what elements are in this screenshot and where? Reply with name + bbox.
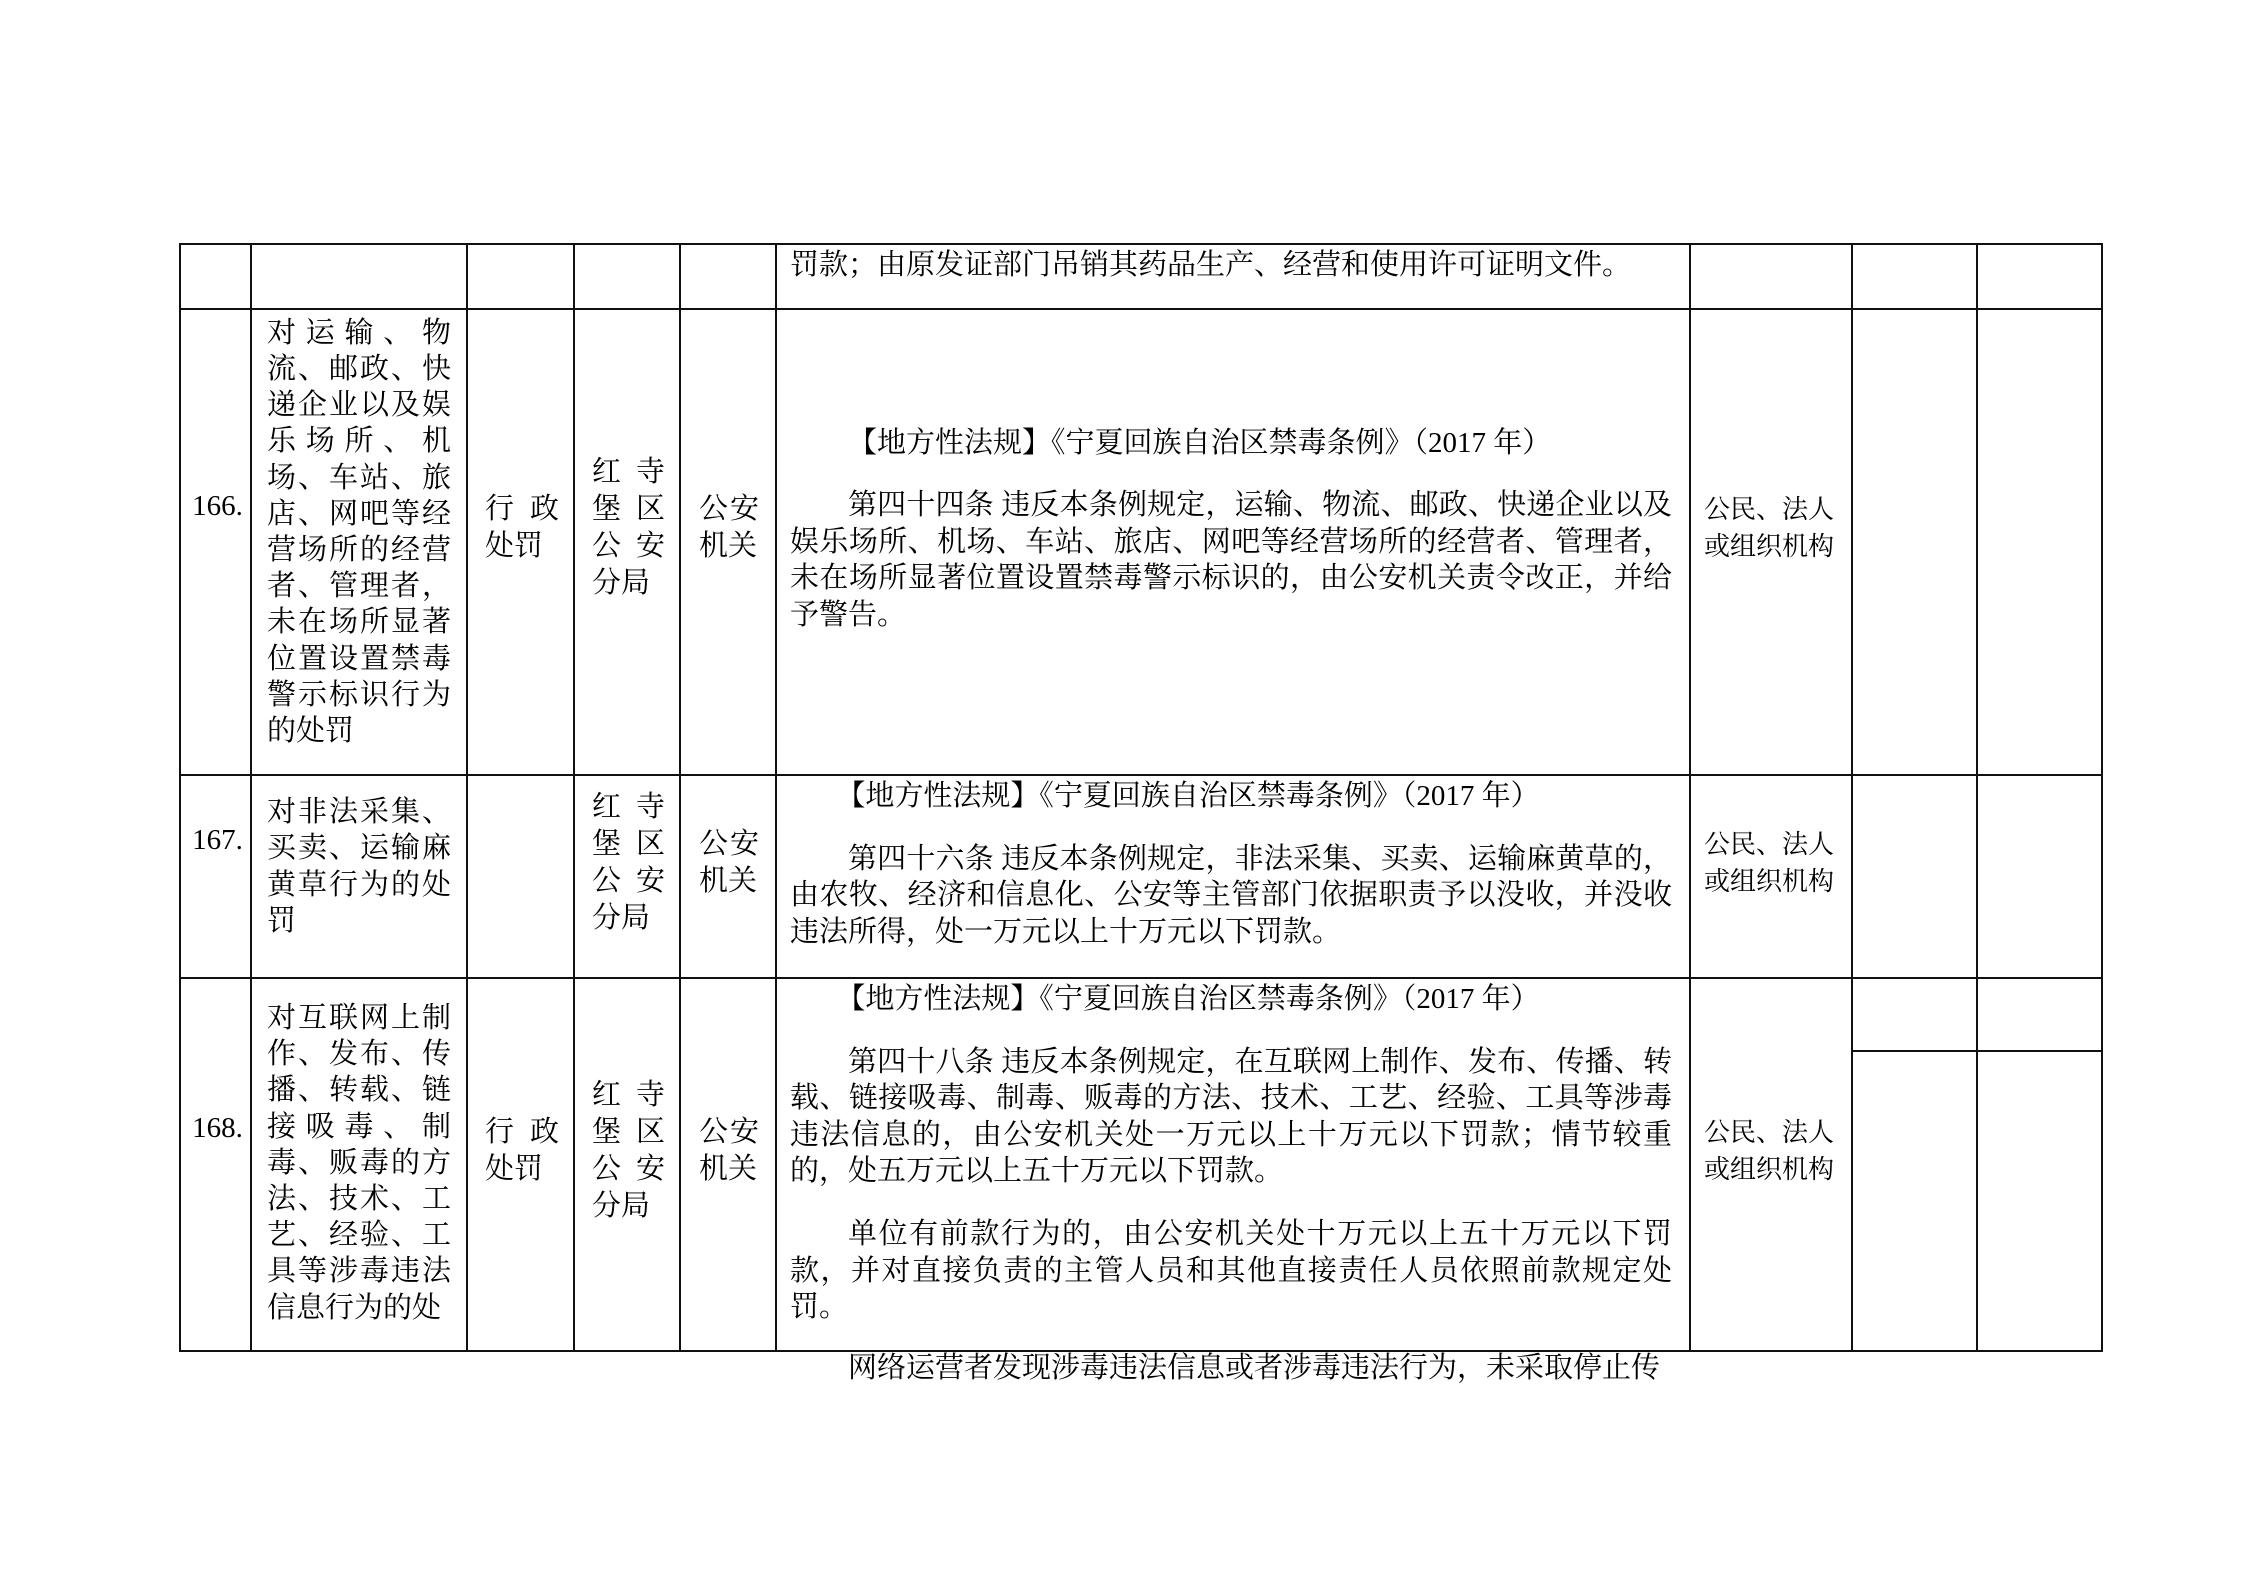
implementer-cell (680, 309, 776, 775)
table-row (180, 775, 2102, 978)
department-text: 红寺堡区公安分局 (592, 456, 665, 599)
row-number: 167. (192, 824, 243, 857)
basis-cell (776, 978, 1690, 1384)
extra-cell (1977, 244, 2102, 309)
category-cell (467, 775, 574, 978)
continuation-row (180, 244, 2102, 309)
empty-cell (252, 245, 466, 308)
category-cell (467, 309, 574, 775)
category-cell (467, 244, 574, 309)
subject-cell (1690, 775, 1852, 978)
empty-cell (468, 245, 573, 308)
row-number-cell (180, 244, 251, 309)
empty-cell (181, 245, 250, 308)
extra-cell (1977, 775, 2102, 978)
basis-paragraph: 网络运营者发现涉毒违法信息或者涉毒违法行为，未采取停止传 (848, 1351, 1661, 1384)
implementer-text: 公安机关 (699, 1115, 759, 1185)
category-text: 行政处罚 (485, 1115, 559, 1185)
matter-cell (251, 244, 467, 309)
subject-cell (1690, 309, 1852, 775)
department-cell (574, 309, 680, 775)
table-row (180, 309, 2102, 775)
implementer-text: 公安机关 (699, 827, 759, 897)
basis-paragraph: 第四十六条 违反本条例规定，非法采集、买卖、运输麻黄草的，由农牧、经济和信息化、公安等主管部门依据职责予以没收，并没收违法所得，处一万元以上十万元以下罚款。 (790, 842, 1672, 948)
department-cell (574, 244, 680, 309)
row-number: 166. (192, 489, 243, 522)
extra-cell (1852, 1051, 1977, 1351)
basis-paragraph: 第四十四条 违反本条例规定，运输、物流、邮政、快递企业以及娱乐场所、机场、车站、旅店、网吧等经营场所的经营者、管理者，未在场所显著位置设置禁毒警示标识的，由公安机关责令改正，并给予警告。 (790, 489, 1672, 631)
extra-cell (1852, 309, 1977, 775)
basis-title: 【地方性法规】《宁夏回族自治区禁毒条例》（2017 年） (836, 780, 1540, 812)
extra-cell (1977, 978, 2102, 1051)
implementer-cell (680, 244, 776, 309)
matter-text: 对互联网上制作、发布、传播、转载、链接吸毒、制毒、贩毒的方法、技术、工艺、经验、工具等涉毒违法信息行为的处 (267, 1002, 451, 1324)
table-row (180, 978, 2102, 1051)
basis-continuation-text: 罚款；由原发证部门吊销其药品生产、经营和使用许可证明文件。 (790, 249, 1632, 281)
subject-cell (1690, 978, 1852, 1351)
extra-cell (1852, 775, 1977, 978)
empty-cell (1853, 979, 1976, 1050)
department-text: 红寺堡区公安分局 (592, 790, 665, 934)
department-cell (574, 978, 680, 1351)
department-text: 红寺堡区公安分局 (592, 1078, 665, 1222)
empty-cell (1978, 245, 2101, 308)
implementer-text: 公安机关 (699, 493, 759, 562)
matter-text: 对运输、物流、邮政、快递企业以及娱乐场所、机场、车站、旅店、网吧等经营场所的经营者、管理者，未在场所显著位置设置禁毒警示标识行为的处罚 (267, 316, 451, 748)
subject-text: 公民、法人或组织机构 (1704, 494, 1835, 561)
empty-cell (575, 245, 679, 308)
basis-content (777, 310, 1689, 774)
implementer-cell (680, 775, 776, 978)
department-cell (574, 775, 680, 978)
basis-cell (776, 244, 1690, 309)
extra-cell (1977, 309, 2102, 775)
implementer-cell (680, 978, 776, 1351)
subject-cell (1690, 244, 1852, 309)
category-cell (467, 978, 574, 1351)
basis-paragraph: 单位有前款行为的，由公安机关处十万元以上五十万元以下罚款，并对直接负责的主管人员和其他直接责任人员依照前款规定处罚。 (790, 1217, 1672, 1324)
subject-text: 公民、法人或组织机构 (1704, 828, 1835, 896)
extra-cell (1852, 978, 1977, 1051)
penalty-list-table (179, 243, 2103, 1384)
basis-cell (776, 775, 1690, 978)
empty-cell (1978, 776, 2101, 977)
basis-title: 【地方性法规】《宁夏回族自治区禁毒条例》（2017 年） (848, 426, 1552, 459)
basis-title: 【地方性法规】《宁夏回族自治区禁毒条例》（2017 年） (836, 983, 1540, 1015)
empty-cell (1853, 245, 1976, 308)
extra-cell (1977, 1051, 2102, 1351)
category-text: 行政处罚 (485, 493, 559, 562)
row-number-cell (180, 978, 251, 1351)
matter-cell (251, 775, 467, 978)
empty-cell (1978, 979, 2101, 1050)
matter-cell (251, 978, 467, 1351)
subject-text: 公民、法人或组织机构 (1704, 1116, 1835, 1184)
extra-cell (1852, 244, 1977, 309)
basis-content (777, 245, 1689, 308)
empty-cell (1853, 776, 1976, 977)
basis-content (777, 979, 1689, 1384)
matter-cell (251, 309, 467, 775)
category-text (468, 776, 573, 977)
empty-cell (1691, 245, 1851, 308)
empty-cell (1978, 310, 2101, 774)
basis-cell (776, 309, 1690, 775)
basis-content (777, 776, 1689, 977)
row-number: 168. (192, 1112, 243, 1145)
row-number-cell (180, 309, 251, 775)
matter-text: 对非法采集、买卖、运输麻黄草行为的处罚 (267, 796, 451, 937)
empty-cell (681, 245, 775, 308)
empty-cell (1853, 310, 1976, 774)
empty-cell (1978, 1052, 2101, 1350)
empty-cell (1853, 1052, 1976, 1350)
basis-paragraph: 第四十八条 违反本条例规定，在互联网上制作、发布、传播、转载、链接吸毒、制毒、贩毒的方法、技术、工艺、经验、工具等涉毒违法信息的，由公安机关处一万元以上十万元以下罚款；情节较重的，处五万元以上五十万元以下罚款。 (790, 1045, 1672, 1188)
row-number-cell (180, 775, 251, 978)
